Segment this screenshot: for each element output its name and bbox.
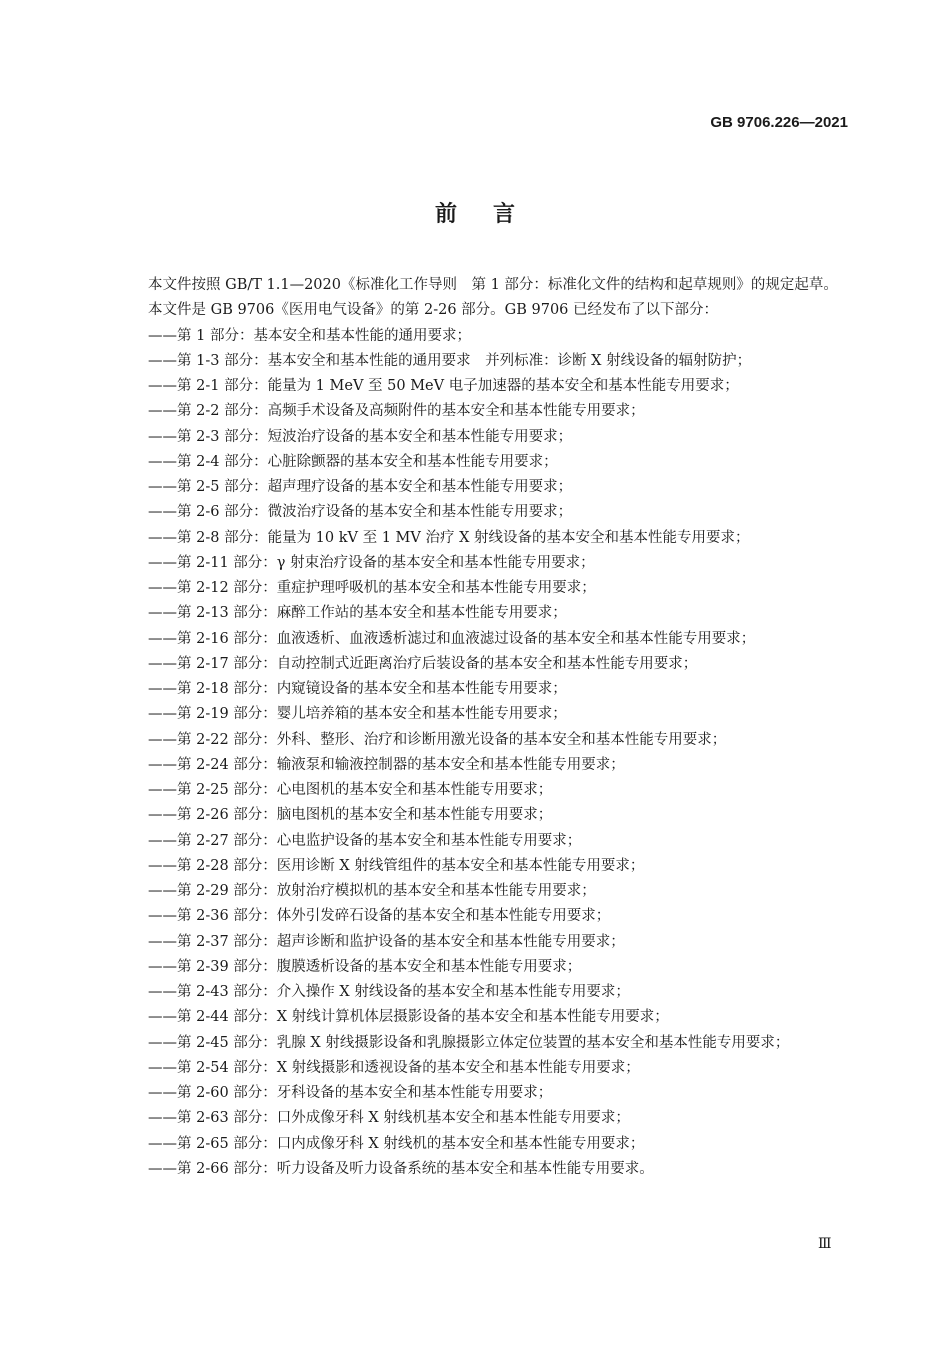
paragraph: 本文件是 GB 9706《医用电气设备》的第 2-26 部分。GB 9706 已经发布了以下部分： [148,302,719,319]
list-item: ——第 1 部分：基本安全和基本性能的通用要求； [148,327,471,344]
list-item: ——第 2-27 部分：心电监护设备的基本安全和基本性能专用要求； [148,832,582,849]
list-item: ——第 2-66 部分：听力设备及听力设备系统的基本安全和基本性能专用要求。 [148,1160,654,1177]
list-item: ——第 2-6 部分：微波治疗设备的基本安全和基本性能专用要求； [148,504,573,521]
list-item: ——第 2-16 部分：血液透析、血液透析滤过和血液滤过设备的基本安全和基本性能专用要求； [148,630,756,647]
list-item: ——第 2-2 部分：高频手术设备及高频附件的基本安全和基本性能专用要求； [148,403,645,420]
list-item: ——第 2-29 部分：放射治疗模拟机的基本安全和基本性能专用要求； [148,883,596,899]
list-item: ——第 2-4 部分：心脏除颤器的基本安全和基本性能专用要求； [148,453,558,470]
list-item: ——第 2-28 部分：医用诊断 X 射线管组件的基本安全和基本性能专用要求； [148,857,645,874]
list-item: ——第 2-26 部分：脑电图机的基本安全和基本性能专用要求； [148,807,553,824]
list-item: ——第 2-17 部分：自动控制式近距离治疗后装设备的基本安全和基本性能专用要求； [148,655,698,672]
list-item: ——第 2-1 部分：能量为 1 MeV 至 50 MeV 电子加速器的基本安全和基本性能专用要求； [148,378,739,394]
list-item: ——第 2-63 部分：口外成像牙科 X 射线机基本安全和基本性能专用要求； [148,1110,630,1127]
list-item: ——第 2-18 部分：内窥镜设备的基本安全和基本性能专用要求； [148,681,567,697]
parts-list [112,324,849,1183]
list-item: ——第 2-5 部分：超声理疗设备的基本安全和基本性能专用要求； [148,479,573,495]
page-title [0,197,950,228]
list-item: ——第 2-54 部分：X 射线摄影和透视设备的基本安全和基本性能专用要求； [148,1059,640,1076]
paragraph: 本文件按照 GB/T 1.1—2020《标准化工作导则 第 1 部分：标准化文件的结构和起草规则》的规定起草。 [148,277,838,293]
foreword-body [112,273,849,1182]
list-item: ——第 2-24 部分：输液泵和输液控制器的基本安全和基本性能专用要求； [148,756,625,773]
list-item: ——第 2-45 部分：乳腺 X 射线摄影设备和乳腺摄影立体定位装置的基本安全和基本性能专用要求； [148,1034,790,1051]
list-item: ——第 2-25 部分：心电图机的基本安全和基本性能专用要求； [148,782,553,798]
list-item: ——第 2-22 部分：外科、整形、治疗和诊断用激光设备的基本安全和基本性能专用要求； [148,731,727,748]
title-char: 前 [434,201,457,227]
page-number: Ⅲ [818,1236,832,1252]
list-item: ——第 2-13 部分：麻醉工作站的基本安全和基本性能专用要求； [148,605,567,622]
list-item: ——第 2-39 部分：腹膜透析设备的基本安全和基本性能专用要求； [148,958,582,975]
list-item: ——第 2-36 部分：体外引发碎石设备的基本安全和基本性能专用要求； [148,908,611,925]
list-item: ——第 2-65 部分：口内成像牙科 X 射线机的基本安全和基本性能专用要求； [148,1135,645,1152]
list-item: ——第 2-60 部分：牙科设备的基本安全和基本性能专用要求； [148,1085,553,1101]
standard-number: GB 9706.226—2021 [710,114,848,131]
list-item: ——第 2-43 部分：介入操作 X 射线设备的基本安全和基本性能专用要求； [148,984,630,1000]
title-char: 言 [493,201,516,227]
list-item: ——第 2-3 部分：短波治疗设备的基本安全和基本性能专用要求； [148,428,573,445]
list-item: ——第 2-11 部分：γ 射束治疗设备的基本安全和基本性能专用要求； [148,554,595,571]
list-item: ——第 2-19 部分：婴儿培养箱的基本安全和基本性能专用要求； [148,706,567,723]
list-item: ——第 2-8 部分：能量为 10 kV 至 1 MV 治疗 X 射线设备的基本安全和基本性能专用要求； [148,529,750,546]
list-item: ——第 2-44 部分：X 射线计算机体层摄影设备的基本安全和基本性能专用要求； [148,1009,669,1026]
list-item: ——第 2-12 部分：重症护理呼吸机的基本安全和基本性能专用要求； [148,580,596,596]
list-item: ——第 1-3 部分：基本安全和基本性能的通用要求 并列标准：诊断 X 射线设备的辐射防护； [148,352,752,369]
list-item: ——第 2-37 部分：超声诊断和监护设备的基本安全和基本性能专用要求； [148,933,625,950]
